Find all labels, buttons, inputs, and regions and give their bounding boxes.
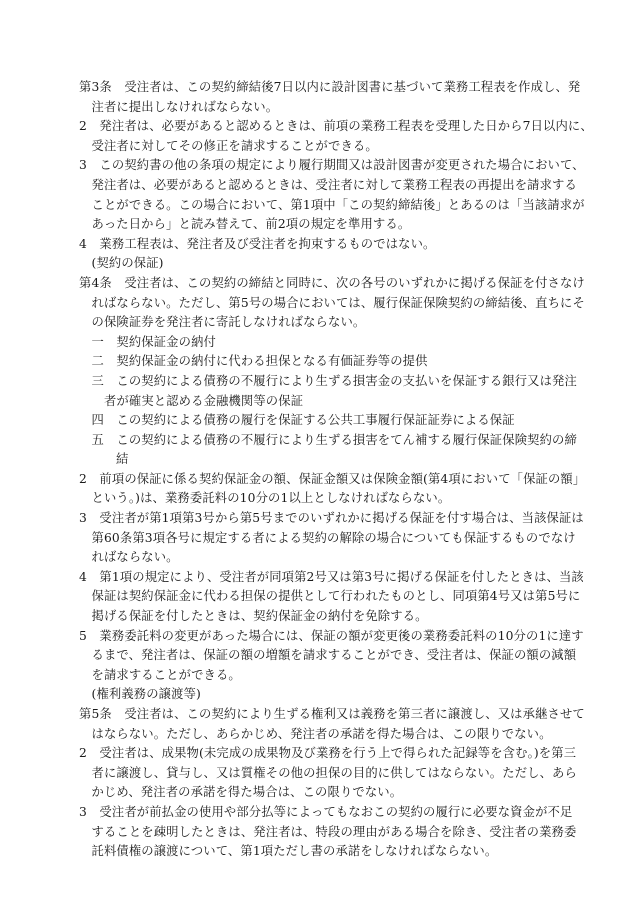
article-4-caption: (契約の保証) (91, 256, 164, 271)
article-3-heading-line: 第3条 受注者は、この契約締結後7日以内に設計図書に基づいて業務工程表を作成し、発 (79, 80, 581, 94)
article-5-para-2-cont: 者に譲渡し、貸与し、又は質権その他の担保の目的に供してはならない。ただし、あら (91, 765, 577, 780)
article-4-para-2: 2 前項の保証に係る契約保証金の額、保証金額又は保険金額(第4項において「保証の額」 (79, 471, 586, 486)
article-5-caption: (権利義務の譲渡等) (91, 687, 201, 702)
article-5-line: はならない。ただし、あらかじめ、発注者の承諾を得た場合は、この限りでない。 (91, 726, 552, 741)
article-4-item-4: 四 この契約による債務の履行を保証する公共工事履行保証証券による保証 (91, 413, 515, 428)
article-4-item-3-cont: 者が確実と認める金融機関等の保証 (104, 393, 304, 408)
article-3-para-3-cont: 発注者は、必要があると認めるときは、受注者に対して業務工程表の再提出を請求する (91, 177, 577, 192)
article-3-para-3-cont: ことができる。この場合において、第1項中「この契約締結後」とあるのは「当該請求が (91, 197, 585, 212)
article-4-item-1: 一 契約保証金の納付 (91, 334, 216, 349)
article-3-para-3: 3 この契約書の他の条項の規定により履行期間又は設計図書が変更された場合において、 (79, 158, 585, 173)
article-3-para-2: 2 発注者は、必要があると認めるときは、前項の業務工程表を受理した日から7日以内に、 (79, 119, 593, 134)
article-5-para-3: 3 受注者が前払金の使用や部分払等によってもなおこの契約の履行に必要な資金が不足 (79, 804, 573, 819)
article-5-para-2-cont: かじめ、発注者の承諾を得た場合は、この限りでない。 (91, 785, 403, 800)
article-4-item-5: 五 この契約による債務の不履行により生ずる損害をてん補する履行保証保険契約の締 (91, 432, 577, 447)
article-4-para-4-cont: 掲げる保証を付したときは、契約保証金の納付を免除する。 (91, 609, 428, 624)
article-4-para-5: 5 業務委託料の変更があった場合には、保証の額が変更後の業務委託料の10分の1に達す (79, 628, 584, 643)
article-3-para-2-cont: 受注者に対してその修正を請求することができる。 (91, 138, 378, 153)
article-3-line: 注者に提出しなければならない。 (91, 99, 279, 114)
article-4-line: の保険証券を発注者に寄託しなければならない。 (91, 315, 366, 330)
article-3-para-3-cont: あった日から」と読み替えて、前2項の規定を準用する。 (91, 217, 411, 232)
article-3-para-4: 4 業務工程表は、発注者及び受注者を拘束するものではない。 (79, 236, 436, 251)
article-4-para-3: 3 受注者が第1項第3号から第5号までのいずれかに掲げる保証を付す場合は、当該保証は (79, 511, 584, 526)
article-4-para-5-cont: るまで、発注者は、保証の額の増額を請求することができ、受注者は、保証の額の減額 (91, 648, 577, 663)
article-4-para-3-cont: ればならない。 (91, 550, 179, 565)
article-4-heading-line: 第4条 受注者は、この契約の締結と同時に、次の各号のいずれかに掲げる保証を付さなけ (79, 275, 585, 290)
article-4-para-5-cont: を請求することができる。 (91, 667, 241, 682)
article-5-heading-line: 第5条 受注者は、この契約により生ずる権利又は義務を第三者に譲渡し、又は承継させて (79, 707, 585, 721)
article-4-para-4-cont: 保証は契約保証金に代わる担保の提供として行われたものとし、同項第4号又は第5号に (91, 589, 581, 604)
article-4-para-4: 4 第1項の規定により、受注者が同項第2号又は第3号に掲げる保証を付したときは、当該 (79, 569, 584, 584)
article-4-para-3-cont: 第60条第3項各号に規定する者による契約の解除の場合についても保証するものでなけ (91, 530, 576, 545)
article-4-para-2-cont: という。)は、業務委託料の10分の1以上としなければならない。 (91, 491, 451, 506)
article-4-item-5-cont: 結 (116, 452, 129, 467)
article-4-item-2: 二 契約保証金の納付に代わる担保となる有価証券等の提供 (91, 354, 428, 369)
document-page (79, 78, 593, 862)
article-5-para-3-cont: することを疎明したときは、発注者は、特段の理由がある場合を除き、受注者の業務委 (91, 824, 577, 839)
article-4-line: ればならない。ただし、第5号の場合においては、履行保証保険契約の締結後、直ちにそ (91, 295, 585, 310)
article-5-para-3-cont: 託料債権の譲渡について、第1項ただし書の承諾をしなければならない。 (91, 844, 498, 859)
article-4-item-3: 三 この契約による債務の不履行により生ずる損害金の支払いを保証する銀行又は発注 (91, 373, 577, 388)
article-5-para-2: 2 受注者は、成果物(未完成の成果物及び業務を行う上で得られた記録等を含む。)を第三 (79, 746, 577, 761)
